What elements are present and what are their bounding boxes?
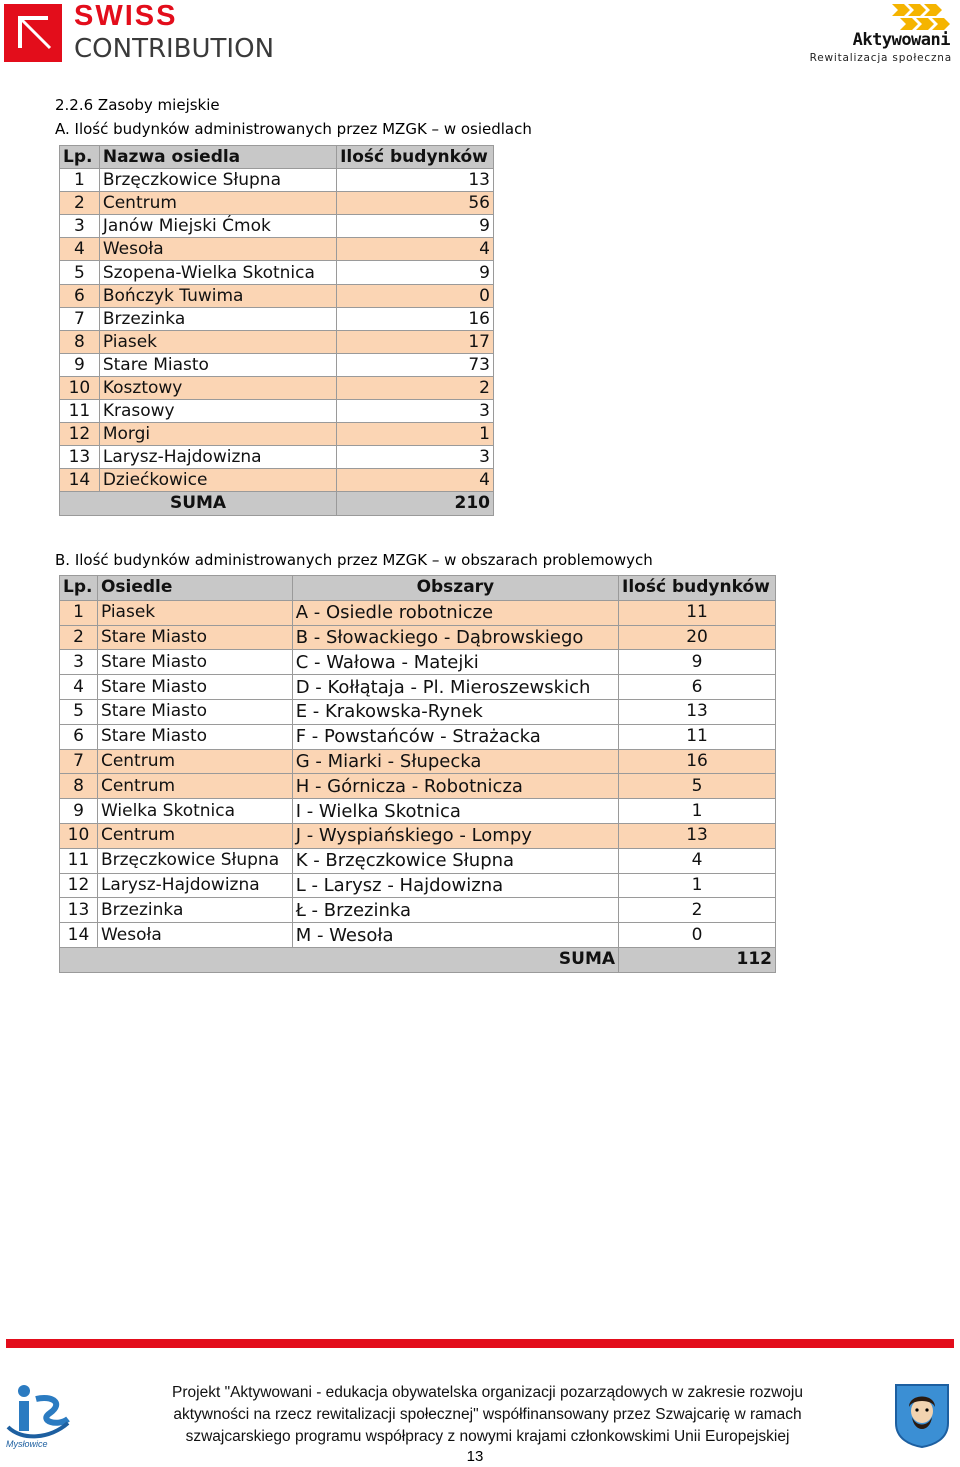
table-row xyxy=(60,799,776,824)
table-buildings-by-problem-area xyxy=(59,575,776,973)
building-count-cell: 13 xyxy=(337,169,494,192)
column-header-areas: Obszary xyxy=(292,576,618,601)
table-row xyxy=(60,625,776,650)
swiss-contribution-logo-mark xyxy=(4,4,62,62)
building-count-cell: 4 xyxy=(337,238,494,261)
swiss-word: SWISS xyxy=(74,0,178,32)
estate-name-cell: Wielka Skotnica xyxy=(97,799,292,824)
building-count-cell: 5 xyxy=(619,774,776,799)
aktywowani-arrows-icon xyxy=(886,2,952,32)
sum-label-cell: SUMA xyxy=(60,947,619,972)
table-row xyxy=(60,307,494,330)
row-number-cell: 14 xyxy=(60,469,100,492)
estate-name-cell: Stare Miasto xyxy=(97,699,292,724)
estate-name-cell: Janów Miejski Ćmok xyxy=(99,215,336,238)
table-row xyxy=(60,675,776,700)
problem-area-cell: G - Miarki - Słupecka xyxy=(292,749,618,774)
sum-value-cell: 112 xyxy=(619,947,776,972)
building-count-cell: 3 xyxy=(337,446,494,469)
problem-area-cell: A - Osiedle robotnicze xyxy=(292,600,618,625)
table-row xyxy=(60,898,776,923)
problem-area-cell: M - Wesoła xyxy=(292,923,618,948)
table-row xyxy=(60,400,494,423)
table-row xyxy=(60,873,776,898)
estate-name-cell: Morgi xyxy=(99,423,336,446)
problem-area-cell: C - Wałowa - Matejki xyxy=(292,650,618,675)
table-sum-row xyxy=(60,947,776,972)
row-number-cell: 2 xyxy=(60,625,98,650)
table-buildings-by-estate xyxy=(59,145,494,516)
row-number-cell: 9 xyxy=(60,799,98,824)
problem-area-cell: K - Brzęczkowice Słupna xyxy=(292,848,618,873)
column-header-lp: Lp. xyxy=(60,576,98,601)
building-count-cell: 73 xyxy=(337,353,494,376)
row-number-cell: 3 xyxy=(60,650,98,675)
row-number-cell: 2 xyxy=(60,192,100,215)
problem-area-cell: F - Powstańców - Strażacka xyxy=(292,724,618,749)
column-header-estate: Osiedle xyxy=(97,576,292,601)
building-count-cell: 13 xyxy=(619,699,776,724)
row-number-cell: 8 xyxy=(60,330,100,353)
estate-name-cell: Brzęczkowice Słupna xyxy=(97,848,292,873)
estate-name-cell: Larysz-Hajdowizna xyxy=(97,873,292,898)
estate-name-cell: Centrum xyxy=(97,823,292,848)
row-number-cell: 4 xyxy=(60,238,100,261)
table-row xyxy=(60,823,776,848)
row-number-cell: 11 xyxy=(60,848,98,873)
building-count-cell: 3 xyxy=(337,400,494,423)
table-row xyxy=(60,699,776,724)
row-number-cell: 10 xyxy=(60,823,98,848)
estate-name-cell: Brzęczkowice Słupna xyxy=(99,169,336,192)
problem-area-cell: J - Wyspiańskiego - Lompy xyxy=(292,823,618,848)
problem-area-cell: I - Wielka Skotnica xyxy=(292,799,618,824)
footer-line-2: aktywności na rzecz rewitalizacji społecznej" współfinansowany przez Szwajcarię w ramach xyxy=(173,1406,802,1423)
estate-name-cell: Brzezinka xyxy=(97,898,292,923)
contribution-word: CONTRIBUTION xyxy=(74,34,275,64)
table-header-row xyxy=(60,576,776,601)
estate-name-cell: Dziećkowice xyxy=(99,469,336,492)
footer-line-1: Projekt "Aktywowani - edukacja obywatelska organizacji pozarządowych w zakresie rozwoju xyxy=(172,1384,803,1401)
estate-name-cell: Wesoła xyxy=(97,923,292,948)
row-number-cell: 1 xyxy=(60,169,100,192)
problem-area-cell: Ł - Brzezinka xyxy=(292,898,618,923)
building-count-cell: 56 xyxy=(337,192,494,215)
table-row xyxy=(60,774,776,799)
page-number: 13 xyxy=(466,1448,484,1465)
building-count-cell: 16 xyxy=(619,749,776,774)
estate-name-cell: Larysz-Hajdowizna xyxy=(99,446,336,469)
table-header-row xyxy=(60,146,494,169)
row-number-cell: 13 xyxy=(60,446,100,469)
problem-area-cell: H - Górnicza - Robotnicza xyxy=(292,774,618,799)
building-count-cell: 4 xyxy=(619,848,776,873)
sum-value-cell: 210 xyxy=(337,492,494,515)
problem-area-cell: E - Krakowska-Rynek xyxy=(292,699,618,724)
table-row xyxy=(60,238,494,261)
estate-name-cell: Stare Miasto xyxy=(97,625,292,650)
estate-name-cell: Wesoła xyxy=(99,238,336,261)
table-row xyxy=(60,724,776,749)
table-row xyxy=(60,261,494,284)
aktywowani-logo-text: Aktywowani xyxy=(852,30,950,50)
building-count-cell: 0 xyxy=(619,923,776,948)
table-sum-row xyxy=(60,492,494,515)
building-count-cell: 2 xyxy=(619,898,776,923)
row-number-cell: 7 xyxy=(60,307,100,330)
problem-area-cell: D - Kołłątaja - Pl. Mieroszewskich xyxy=(292,675,618,700)
estate-name-cell: Centrum xyxy=(97,774,292,799)
aktywowani-logo-subtitle: Rewitalizacja społeczna xyxy=(809,52,952,64)
building-count-cell: 1 xyxy=(619,799,776,824)
building-count-cell: 17 xyxy=(337,330,494,353)
estate-name-cell: Krasowy xyxy=(99,400,336,423)
estate-name-cell: Brzezinka xyxy=(99,307,336,330)
estate-name-cell: Kosztowy xyxy=(99,376,336,399)
myslowice-logo-icon xyxy=(2,1383,74,1451)
row-number-cell: 12 xyxy=(60,423,100,446)
building-count-cell: 13 xyxy=(619,823,776,848)
table-row xyxy=(60,169,494,192)
column-header-building-count: Ilość budynków xyxy=(337,146,494,169)
table-row xyxy=(60,192,494,215)
building-count-cell: 16 xyxy=(337,307,494,330)
problem-area-cell: L - Larysz - Hajdowizna xyxy=(292,873,618,898)
row-number-cell: 4 xyxy=(60,675,98,700)
table-b-heading: B. Ilość budynków administrowanych przez MZGK – w obszarach problemowych xyxy=(55,551,653,569)
table-row xyxy=(60,446,494,469)
estate-name-cell: Piasek xyxy=(99,330,336,353)
table-row xyxy=(60,848,776,873)
estate-name-cell: Piasek xyxy=(97,600,292,625)
building-count-cell: 4 xyxy=(337,469,494,492)
table-row xyxy=(60,650,776,675)
table-row xyxy=(60,923,776,948)
estate-name-cell: Stare Miasto xyxy=(97,650,292,675)
row-number-cell: 14 xyxy=(60,923,98,948)
building-count-cell: 20 xyxy=(619,625,776,650)
estate-name-cell: Stare Miasto xyxy=(97,724,292,749)
estate-name-cell: Stare Miasto xyxy=(97,675,292,700)
table-row xyxy=(60,600,776,625)
table-row xyxy=(60,330,494,353)
problem-area-cell: B - Słowackiego - Dąbrowskiego xyxy=(292,625,618,650)
row-number-cell: 13 xyxy=(60,898,98,923)
row-number-cell: 6 xyxy=(60,724,98,749)
table-row xyxy=(60,376,494,399)
building-count-cell: 1 xyxy=(619,873,776,898)
building-count-cell: 11 xyxy=(619,724,776,749)
row-number-cell: 10 xyxy=(60,376,100,399)
table-row xyxy=(60,423,494,446)
building-count-cell: 9 xyxy=(337,215,494,238)
estate-name-cell: Bończyk Tuwima xyxy=(99,284,336,307)
table-row xyxy=(60,353,494,376)
row-number-cell: 9 xyxy=(60,353,100,376)
row-number-cell: 6 xyxy=(60,284,100,307)
row-number-cell: 12 xyxy=(60,873,98,898)
estate-name-cell: Centrum xyxy=(99,192,336,215)
column-header-building-count: Ilość budynków xyxy=(619,576,776,601)
building-count-cell: 9 xyxy=(337,261,494,284)
estate-name-cell: Centrum xyxy=(97,749,292,774)
table-row xyxy=(60,284,494,307)
estate-name-cell: Szopena-Wielka Skotnica xyxy=(99,261,336,284)
city-crest-icon xyxy=(894,1383,950,1449)
building-count-cell: 9 xyxy=(619,650,776,675)
footer-project-text xyxy=(120,1382,855,1448)
row-number-cell: 3 xyxy=(60,215,100,238)
building-count-cell: 11 xyxy=(619,600,776,625)
row-number-cell: 8 xyxy=(60,774,98,799)
building-count-cell: 6 xyxy=(619,675,776,700)
row-number-cell: 7 xyxy=(60,749,98,774)
sum-label-cell: SUMA xyxy=(60,492,337,515)
section-heading: 2.2.6 Zasoby miejskie xyxy=(55,96,220,114)
row-number-cell: 11 xyxy=(60,400,100,423)
building-count-cell: 1 xyxy=(337,423,494,446)
myslowice-logo-label: Mysłowice xyxy=(6,1439,48,1449)
row-number-cell: 5 xyxy=(60,699,98,724)
building-count-cell: 0 xyxy=(337,284,494,307)
footer-red-line xyxy=(6,1339,954,1348)
row-number-cell: 1 xyxy=(60,600,98,625)
estate-name-cell: Stare Miasto xyxy=(99,353,336,376)
swiss-fold-icon xyxy=(4,4,62,62)
table-row xyxy=(60,749,776,774)
column-header-estate-name: Nazwa osiedla xyxy=(99,146,336,169)
row-number-cell: 5 xyxy=(60,261,100,284)
table-row xyxy=(60,469,494,492)
table-row xyxy=(60,215,494,238)
table-a-heading: A. Ilość budynków administrowanych przez MZGK – w osiedlach xyxy=(55,120,532,138)
building-count-cell: 2 xyxy=(337,376,494,399)
column-header-lp: Lp. xyxy=(60,146,100,169)
footer-line-3: szwajcarskiego programu współpracy z nowymi krajami członkowskimi Unii Europejskiej xyxy=(185,1428,790,1445)
